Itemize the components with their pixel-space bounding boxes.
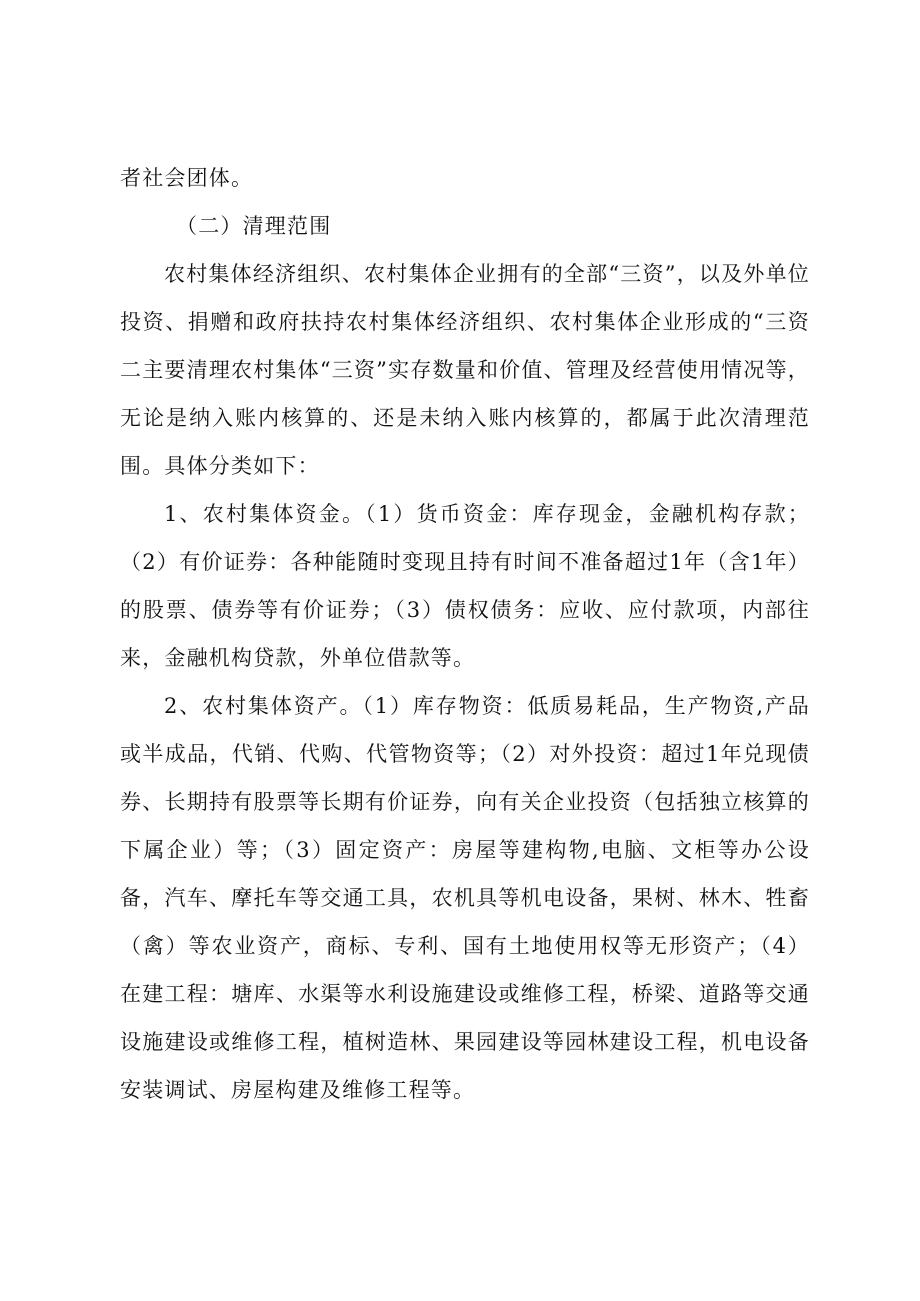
- paragraph-assets: 2、农村集体资产。（1）库存物资：低质易耗品，生产物资,产品或半成品，代销、代购、代管物资等；（2）对外投资：超过1年兑现债券、长期持有股票等长期有价证券，向有关企业投资（包括独立核算的下属企业）等；（3）固定资产：房屋等建构物,电脑、文柜等办公设备，汽车、摩托车等交通工具，农机具等机电设备，果树、林木、牲畜（禽）等农业资产，商标、专利、国有土地使用权等无形资产；（4）在建工程：塘库、水渠等水利设施建设或维修工程，桥梁、道路等交通设施建设或维修工程，植树造林、果园建设等园林建设工程，机电设备安装调试、房屋构建及维修工程等。: [120, 694, 810, 1102]
- document-page: [120, 154, 810, 1114]
- paragraph-continuation: 者社会团体。: [120, 166, 254, 190]
- paragraph-funds: 1、农村集体资金。（1）货币资金：库存现金，金融机构存款；（2）有价证券：各种能随时变现且持有时间不准备超过1年（含1年）的股票、债券等有价证券；（3）债权债务：应收、应付款项，内部往来，金融机构贷款，外单位借款等。: [120, 502, 810, 670]
- section-heading: （二）清理范围: [176, 214, 332, 238]
- paragraph-scope: 农村集体经济组织、农村集体企业拥有的全部“三资”，以及外单位投资、捐赠和政府扶持农村集体经济组织、农村集体企业形成的“三资二主要清理农村集体“三资”实存数量和价值、管理及经营使用情况等，无论是纳入账内核算的、还是未纳入账内核算的，都属于此次清理范围。具体分类如下：: [120, 262, 810, 478]
